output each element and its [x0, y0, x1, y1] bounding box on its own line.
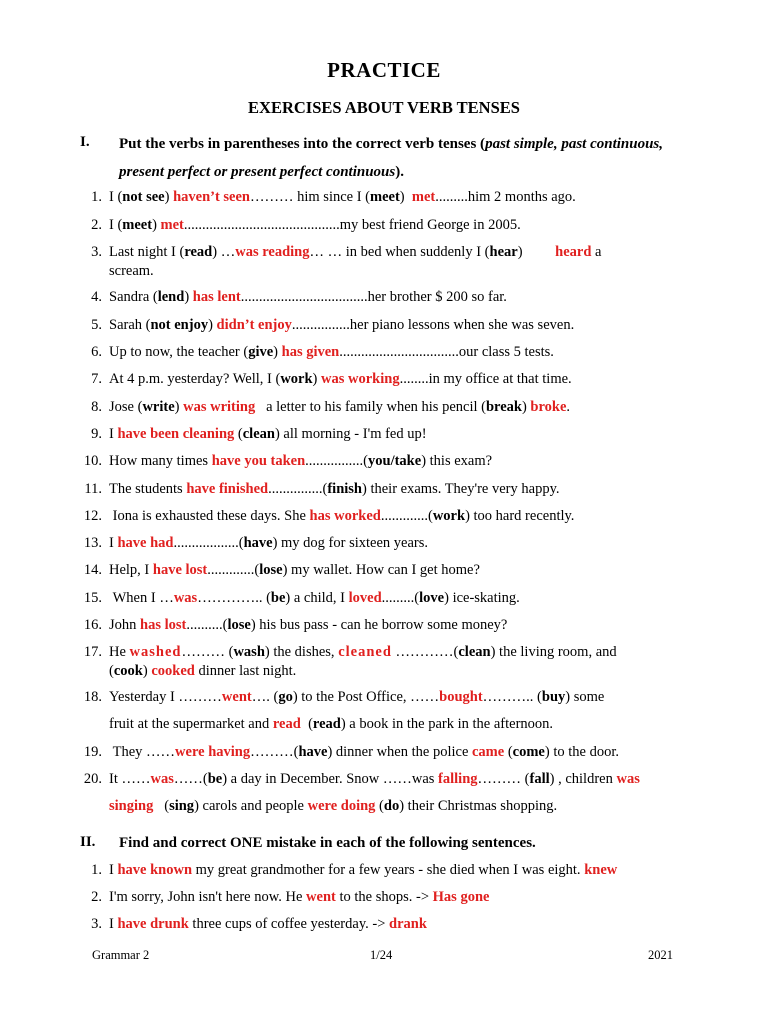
section-2-number: II. [80, 834, 96, 850]
footer-left: Grammar 2 [92, 948, 150, 962]
page-subtitle: EXERCISES ABOUT VERB TENSES [248, 98, 520, 117]
section-1-instructions: Put the verbs in parentheses into the correct verb tenses (past simple, past continuous, present perfect or present perfect continuous). [119, 136, 664, 180]
footer-page-number: 1/24 [370, 948, 393, 962]
section-1-number: I. [80, 134, 90, 150]
page-title: PRACTICE [327, 58, 441, 82]
section-2-instructions: Find and correct ONE mistake in each of the following sentences. [119, 835, 536, 851]
footer-year: 2021 [648, 948, 673, 962]
